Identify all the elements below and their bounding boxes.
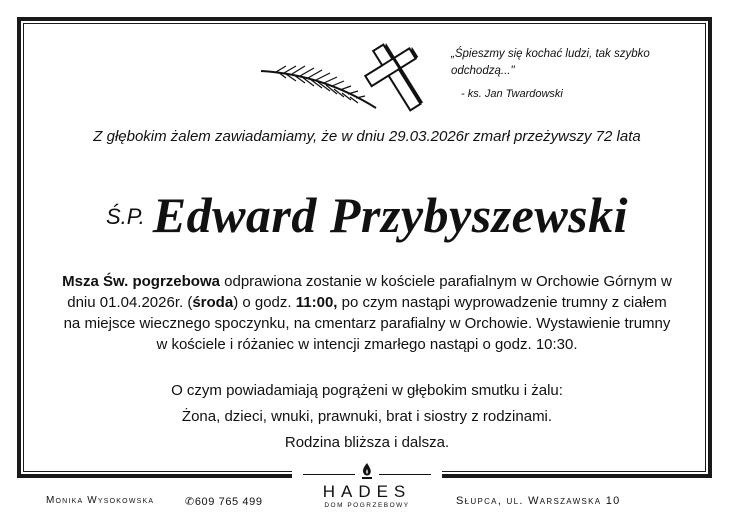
cross-icon: [256, 38, 456, 118]
quote-author: - ks. Jan Twardowski: [461, 88, 563, 100]
footer-contact-name: Monika Wysokowska: [46, 495, 155, 506]
mass-time: 11:00,: [295, 294, 338, 311]
quote-line-2: odchodzą...": [451, 65, 515, 77]
hades-logo: [297, 459, 437, 515]
flame-icon: [360, 462, 374, 480]
notice-line: O czym powiadamiają pogrążeni w głębokim smutku i żalu:: [171, 382, 563, 399]
logo-title: HADES: [322, 482, 412, 501]
quote: [451, 46, 701, 80]
deceased-name: Edward Przybyszewski: [152, 187, 629, 243]
deceased-prefix: Ś.P.: [105, 204, 145, 229]
weekday: środa: [192, 294, 234, 311]
details-part-2: ) o godz.: [233, 294, 296, 311]
family-line: Żona, dzieci, wnuki, prawnuki, brat i siostry z rodzinami.: [181, 408, 553, 425]
footer-phone: ✆609 765 499: [185, 496, 263, 508]
mass-label: Msza Św. pogrzebowa: [62, 273, 220, 290]
footer-address: Słupca, ul. Warszawska 10: [456, 495, 621, 507]
details-part-1: odprawiona zostanie w kościele parafialnym w Orchowie Górnym w dniu 01.04.2026r. (: [67, 273, 672, 311]
quote-line-1: „Śpieszmy się kochać ludzi, tak szybko: [451, 48, 650, 60]
announcement-intro: Z głębokim żalem zawiadamiamy, że w dniu 29.03.2026r zmarł przeżywszy 72 lata: [93, 128, 641, 145]
relatives-line: Rodzina bliższa i dalsza.: [284, 434, 450, 451]
logo-subtitle: DOM POGRZEBOWY: [324, 502, 410, 509]
details-part-3: po czym nastąpi wyprowadzenie trumny z ciałem na miejsce wiecznego spoczynku, na cmentarz parafialny w Orchowie. Wystawienie trumny w kościele i różaniec w intencji zmarłego nastąpi o godz. 10:30.: [63, 294, 671, 353]
funeral-details: [60, 271, 674, 355]
logo-rule-left: [303, 474, 355, 475]
logo-rule-right: [379, 474, 431, 475]
deceased-heading: [0, 186, 734, 244]
